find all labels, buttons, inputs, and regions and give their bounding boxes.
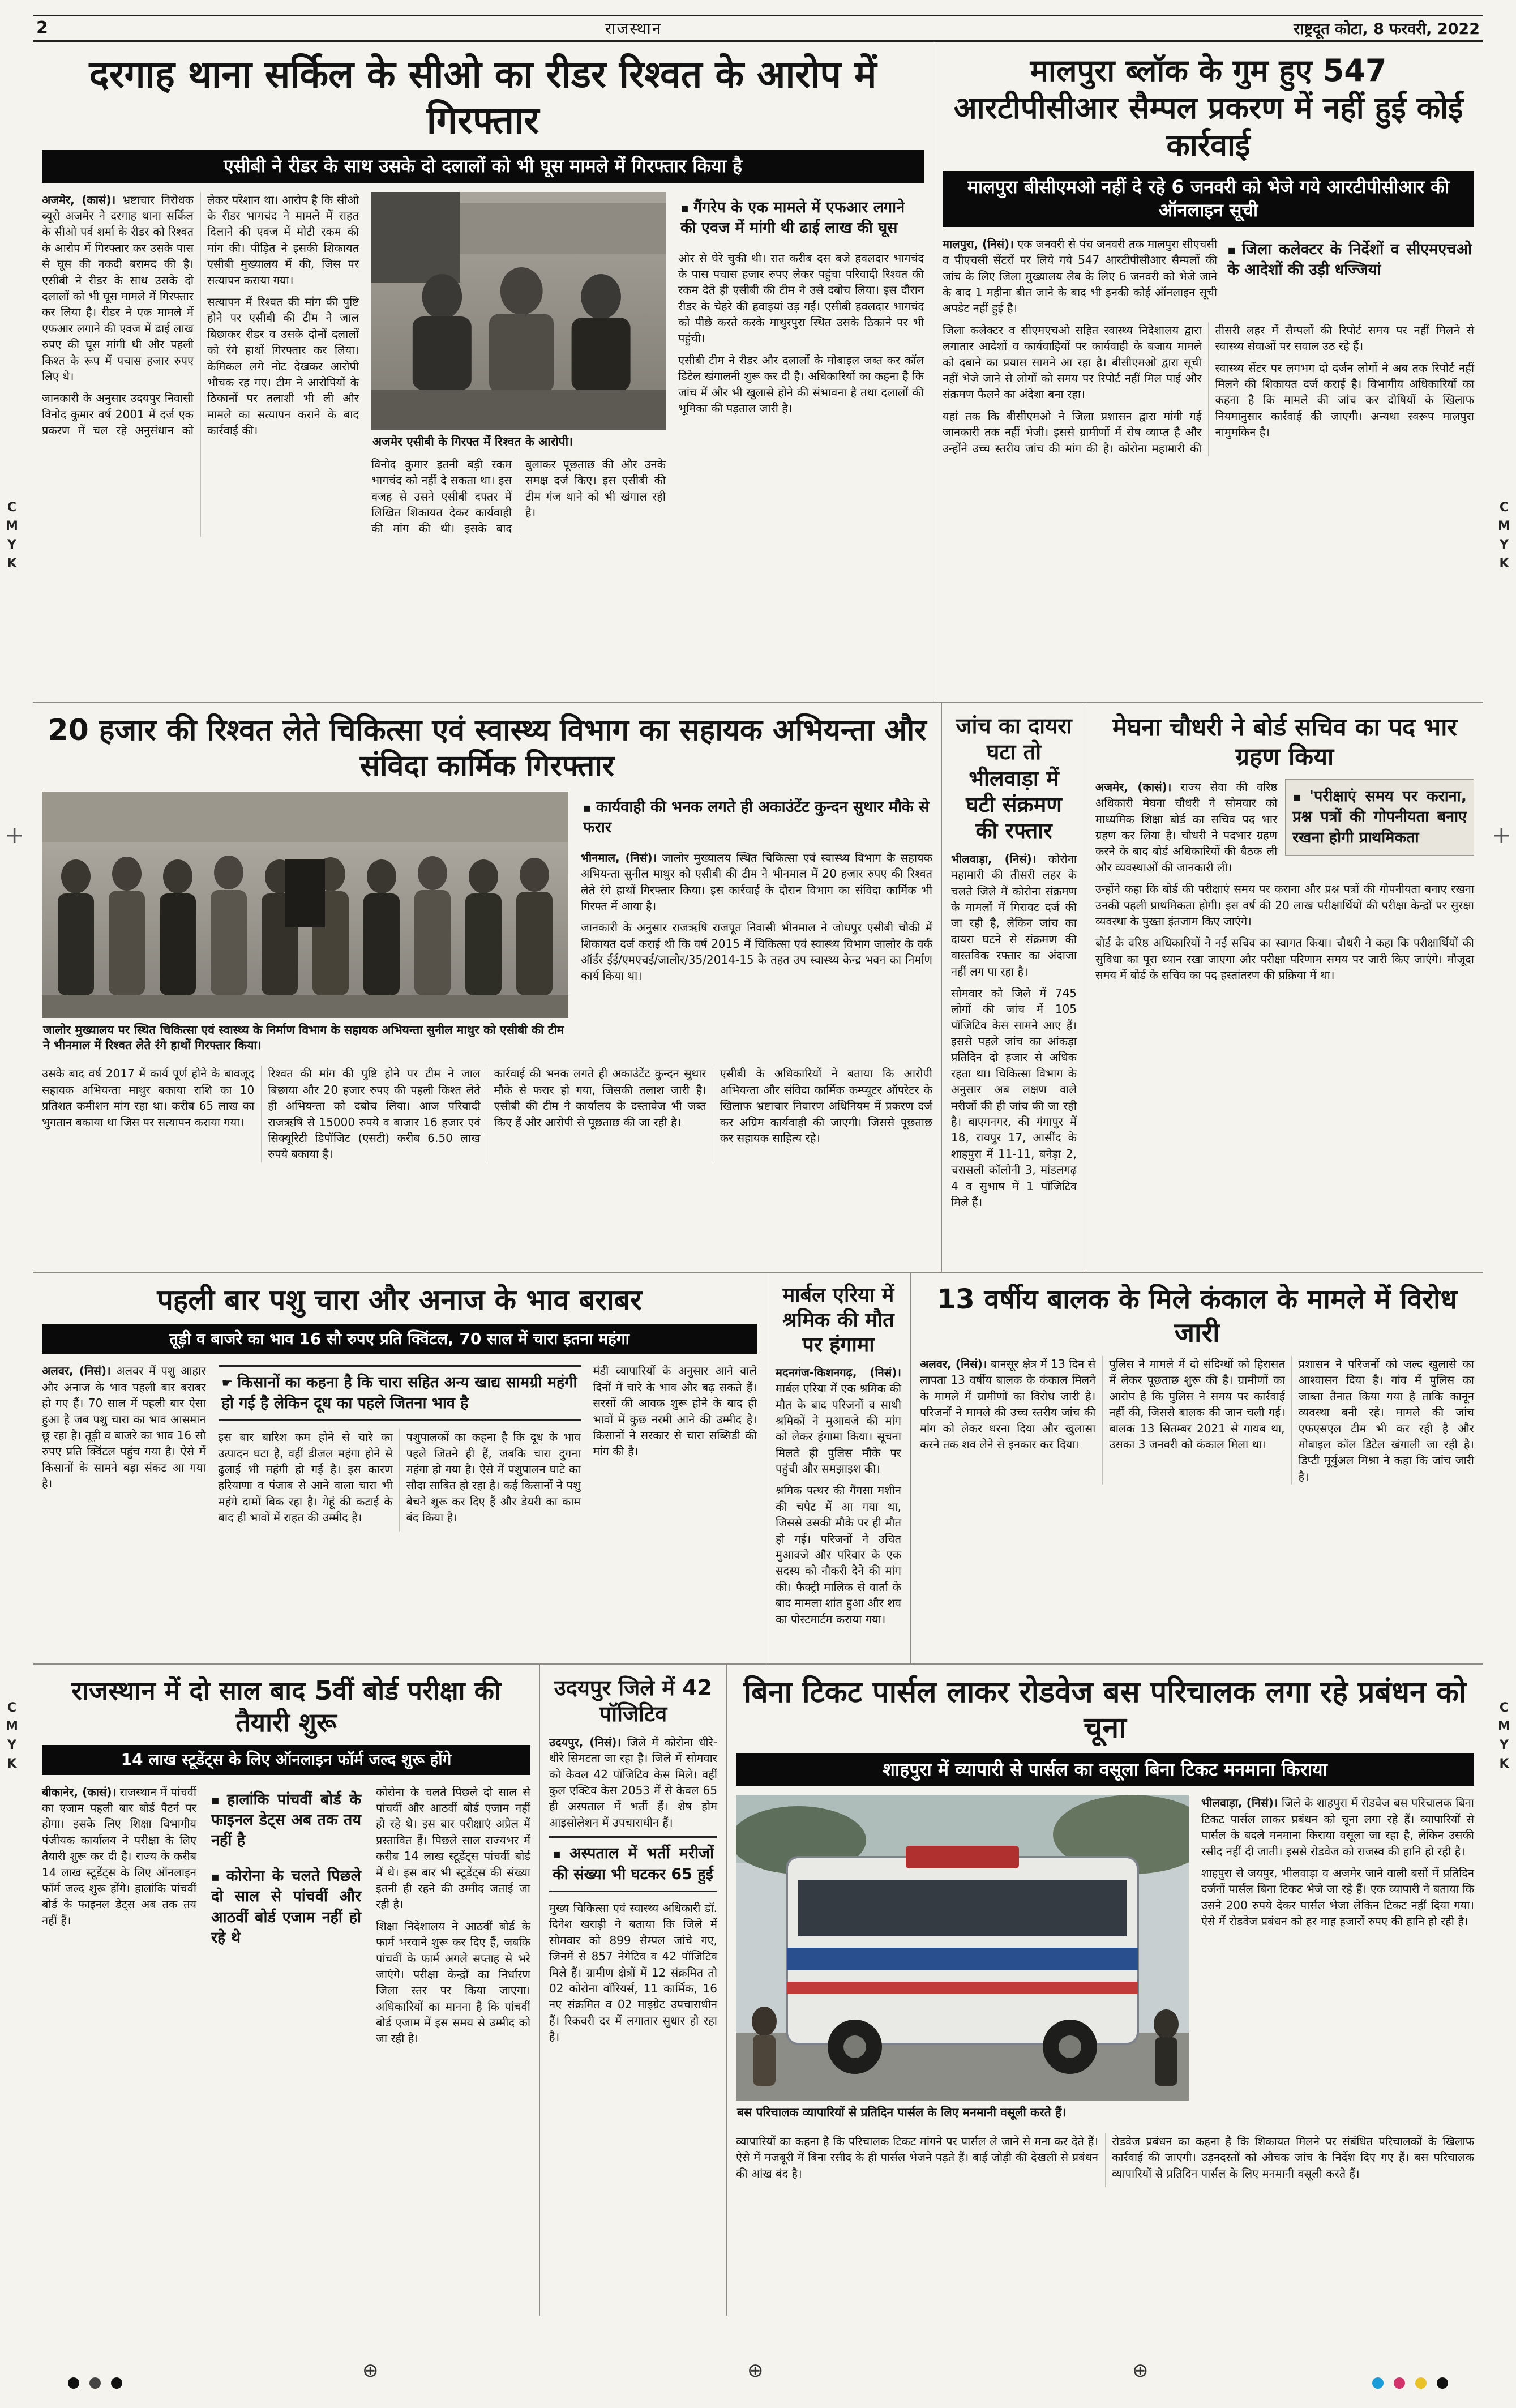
registration-cross-right: + (1491, 821, 1511, 849)
arrest-photo-figure (371, 192, 666, 537)
body-paragraph: पुलिस ने मामले में दो संदिग्धों को हिरासत में लेकर पूछताछ शुरू की है। ग्रामीणों का आरोप है कि पुलिस ने समय पर कार्रवाई नहीं की, जिससे बालक की जान चली गई। बालक 13 सितम्बर 2021 से गायब था, उसका 3 जनवरी को कंकाल मिला था। (1109, 1357, 1285, 1452)
body-paragraph: राज्य सेवा की वरिष्ठ अधिकारी मेघना चौधरी ने सोमवार को माध्यमिक शिक्षा बोर्ड का सचिव पद भार ग्रहण कर लिया है। चौधरी ने पदभार ग्रहण करने के बाद बोर्ड अधिकारियों की बैठक ली और व्यवस्थाओं की जानकारी ली। (1095, 780, 1278, 874)
article-bhilwara-testing (941, 703, 1086, 1272)
article-side-column (1201, 1795, 1474, 2127)
body-paragraph: विनोद कुमार इतनी बड़ी रकम भागचंद को नहीं दे सकता था। इस वजह से उसने एसीबी दफ्तर में लिखित शिकायत देकर कार्यवाही की मांग की थी। इसके बाद बुलाकर पूछताछ की और उनके समक्ष दर्ज किए। इस एसीबी की टीम गंज थाने को भी खंगाल रही है। (371, 457, 666, 536)
article-subhead-bar: शाहपुरा में व्यापारी से पार्सल का वसूला बिना टिकट मनमाना किराया (736, 1753, 1474, 1786)
square-bullet-icon: ▪ (211, 1793, 223, 1808)
body-paragraph: सत्यापन में रिश्वत की मांग की पुष्टि होने पर एसीबी की टीम ने जाल बिछाकर रीडर व उसके दोनों दलालों को रंगे हाथों गिरफ्तार कर लिया। केमिकल लगे नोट देखकर आरोपी भौचक रह गए। टीम ने आरोपियों के ठिकानों पर तलाशी भी ली और मामले का सत्यापन कराने के बाद कार्रवाई की। (207, 294, 359, 438)
article-fodder-prices (33, 1273, 766, 1663)
body-paragraph: स्वास्थ्य सेंटर पर लगभग दो दर्जन लोगों ने अब तक रिपोर्ट नहीं मिलने की शिकायत दर्ज कराई है। विभागीय अधिकारियों का कहना है कि मामले की जांच कर दोषियों के खिलाफ नियमानुसार कार्रवाई की जाएगी। अन्यथा स्वरूप मालपुरा नामुमकिन है। (1215, 361, 1474, 439)
square-bullet-icon: ▪ (211, 1870, 222, 1884)
pull-box (581, 794, 932, 842)
pull-box (209, 1786, 363, 1855)
article-board-secretary (1086, 703, 1483, 1272)
body-paragraph: उन्होंने कहा कि बोर्ड की परीक्षाएं समय पर कराना और प्रश्न पत्रों की गोपनीयता बनाए रखना उनकी पहली प्राथमिकता होगी। इस वर्ष की 20 लाख परीक्षार्थियों की परीक्षा केन्द्रों पर सुरक्षा व्यवस्था के पुख्ता इंतजाम किए जाएंगे। (1095, 882, 1474, 929)
body-paragraph: भ्रष्टाचार निरोधक ब्यूरो अजमेर ने दरगाह थाना सर्किल के सीओ पर्व शर्मा के रीडर को रिश्वत के आरोप में गिरफ्तार कर उसके पास से घूस की नकदी बरामद की है। एसीबी ने रीडर के साथ उसके दो दलालों को भी घूस मामले में गिरफ्तार कर लिया है। रीडर ने एक मामले में एफआर लगाने की एवज में ढाई लाख रुपए की घूस मांगी थी और पहली किश्त के रूप में पचास हजार रुपए लिए थे। (42, 193, 194, 383)
article-column (376, 1784, 530, 2052)
body-paragraph: मार्बल एरिया में एक श्रमिक की मौत के बाद परिजनों व साथी श्रमिकों ने मुआवजे की मांग को लेकर हंगामा किया। सूचना मिलते ही पुलिस मौके पर पहुंची और समझाइश की। (776, 1382, 901, 1476)
article-headline: बिना टिकट पार्सल लाकर रोडवेज बस परिचालक लगा रहे प्रबंधन को चूना (743, 1675, 1467, 1746)
body-paragraph: रिश्वत की मांग की पुष्टि होने पर टीम ने जाल बिछाया और 20 हजार रुपए की पहली किश्त लेते ही अभियन्ता को दबोच लिया। आज परिवादी राजऋषि से 15000 रुपये व बाजार 16 हजार एवं सिक्यूरिटी डिपॉजिट (एसटी) करीब 6.50 लाख रुपये बकाया है। (268, 1067, 481, 1161)
article-marble-worker-death (766, 1273, 910, 1663)
article-column (209, 1784, 363, 2052)
article-headline: 20 हजार की रिश्वत लेते चिकित्सा एवं स्वास्थ्य विभाग का सहायक अभियन्ता और संविदा कार्मिक गिरफ्तार (48, 713, 927, 784)
pull-box-title: गैंगरेप के एक मामले में एफआर लगाने की एवज में मांगी थी ढाई लाख की घूस (680, 198, 905, 237)
cmyk-strip-right-upper: C M Y K (1498, 501, 1510, 571)
dateline: अजमेर, (कासं)। (1095, 780, 1172, 794)
top-row (33, 42, 1483, 703)
body-paragraph: राजस्थान में पांचवीं का एजाम पहली बार बोर्ड पैटर्न पर होगा। इसके लिए शिक्षा विभागीय पंजीयक कार्यालय ने परीक्षा के लिए तैयारी शुरू कर दी है। राज्य के करीब 14 लाख स्टूडेंट्स के लिए ऑनलाइन फॉर्म जल्द शुरू होंगे। हालांकि पांचवीं बोर्ड के फाइनल डेट्स अब तक तय नहीं हैं। (42, 1785, 196, 1927)
square-bullet-icon: ▪ (583, 801, 592, 815)
pull-box (219, 1365, 581, 1421)
registration-target-icon: ⊕ (362, 2359, 379, 2382)
article-body (776, 1365, 901, 1627)
article-subhead-bar: मालपुरा बीसीएमओ नहीं दे रहे 6 जनवरी को भेजे गये आरटीपीसीआर की ऑनलाइन सूची (943, 171, 1474, 227)
body-paragraph: ओर से घेरे चुकी थी। रात करीब दस बजे हवलदार भागचंद के पास पचास हजार रुपए लेकर पहुंचा परिवादी रिश्वत की रकम देते ही एसीबी की टीम ने उसे दबोच लिया। इस दौरान रीडर के चेहरे की हवाइयां उड़ गईं। एसीबी हवलदार भागचंद को पीछे करते करके माथुरपुरा स्थित उसके ठिकाने पर भी पहुंची। (678, 251, 924, 345)
pull-box (209, 1863, 363, 1952)
pull-box (678, 194, 924, 242)
registration-target-icon: ⊕ (1132, 2359, 1149, 2382)
article-body (549, 1734, 717, 2045)
dateline: भीलवाड़ा, (निसं)। (951, 852, 1037, 866)
article-headline: मार्बल एरिया में श्रमिक की मौत पर हंगामा (782, 1284, 894, 1357)
article-column (42, 1363, 206, 1531)
registration-cross-left: + (5, 821, 25, 849)
ink-dots-right (1372, 2377, 1448, 2389)
cmyk-strip-left-lower: C M Y K (6, 1701, 18, 1771)
body-paragraph: बानसूर क्षेत्र में 13 दिन से लापता 13 वर्षीय बालक के कंकाल मिलने के मामले में ग्रामीणों का विरोध जारी है। परिजनों ने मामले की उच्च स्तरीय जांच की मांग को लेकर धरना दिया और खुलासा करने तक शव लेने से इनकार कर दिया। (920, 1357, 1096, 1452)
article-headline: 13 वर्षीय बालक के मिले कंकाल के मामले में विरोध जारी (936, 1284, 1458, 1349)
article-boy-skeleton-protest (910, 1273, 1483, 1663)
page-header (33, 15, 1483, 42)
group-photo (42, 792, 568, 1018)
dateline: भीलवाड़ा, (निसं)। (1201, 1796, 1278, 1810)
square-bullet-icon: ▪ (1292, 790, 1305, 805)
body-paragraph: जानकारी के अनुसार राजऋषि राजपूत निवासी भीनमाल ने जोधपुर एसीबी चौकी में शिकायत दर्ज कराई थी कि वर्ष 2015 में चिकित्सा एवं स्वास्थ्य विभाग जालोर के वर्क ऑर्डर ईई/एमएचई/जालोर/35/2014-15 के तहत उप स्वास्थ्य केन्द्र भवन का निर्माण कार्य किया था। (581, 921, 932, 983)
fodder-row (33, 1273, 1483, 1665)
body-paragraph: एक जनवरी से पंच जनवरी तक मालपुरा सीएचसी व पीएचसी सेंटरों पर लिये गये 547 आरटीपीसीआर सैम्पलों की जांच के लिए जिला मुख्यालय लैब के लिए 6 जनवरी को भेजे जाने के बाद 1 महीना बीत जाने के बाद भी इनकी कोई ऑनलाइन सूची अपडेट नहीं हुई है। (943, 237, 1218, 315)
article-column (42, 1784, 196, 2052)
article-headline: राजस्थान में दो साल बाद 5वीं बोर्ड परीक्षा की तैयारी शुरू (71, 1675, 501, 1738)
body-paragraph: शाहपुरा से जयपुर, भीलवाड़ा व अजमेर जाने वाली बसों में प्रतिदिन दर्जनों पार्सल बिना टिकट भेजे जा रहे हैं। एक व्यापारी ने बताया कि उसने 200 रुपये देकर पार्सल भेजा लेकिन टिकट नहीं दिया गया। ऐसे में रोडवेज प्रबंधन को हर माह हजारों रुपए की हानि हो रही है। (1201, 1866, 1474, 1928)
registration-target-icon: ⊕ (747, 2359, 764, 2382)
cmyk-strip-right-lower: C M Y K (1498, 1701, 1510, 1771)
cmyk-strip-left-upper: C M Y K (6, 501, 18, 571)
under-photo-text (371, 456, 666, 537)
body-paragraph: रोडवेज प्रबंधन का कहना है कि शिकायत मिलने पर संबंधित परिचालकों के खिलाफ कार्रवाई की जाएगी। उड़नदस्तों को औचक जांच के निर्देश दिए गए हैं। बस परिचालक व्यापारियों से प्रतिदिन पार्सल के लिए मनमानी वसूली करते हैं। (1112, 2134, 1474, 2180)
masthead-date: राष्ट्रदूत कोटा, 8 फरवरी, 2022 (1294, 20, 1480, 38)
pull-box (549, 1836, 717, 1892)
photo-caption: बस परिचालक व्यापारियों से प्रतिदिन पार्सल के लिए मनमानी वसूली करते हैं। (737, 2106, 1067, 2120)
arrest-photo (371, 192, 666, 430)
photo-caption: जालोर मुख्यालय पर स्थित चिकित्सा एवं स्वास्थ्य के निर्माण विभाग के सहायक अभियन्ता सुनील माथुर को एसीबी की टीम ने भीनमाल में रिश्वत लेते रंगे हाथों गिरफ्तार किया। (43, 1023, 564, 1053)
article-co-reader-bribe (33, 42, 933, 702)
article-body-columns (943, 322, 1474, 456)
square-bullet-icon: ▪ (1227, 243, 1237, 258)
article-subhead-bar: तूड़ी व बाजरे का भाव 16 सौ रुपए प्रति क्विंटल, 70 साल में चारा इतना महंगा (42, 1324, 757, 1354)
body-paragraph: पशुपालकों का कहना है कि दूध के भाव पहले जितने ही हैं, जबकि चारा दुगना महंगा हो गया है। ऐसे में पशुपालन घाटे का सौदा साबित हो रहा है। कई किसानों ने पशु बेचने शुरू कर दिए हैं और डेयरी का काम बंद किया है। (406, 1430, 581, 1525)
article-headline: पहली बार पशु चारा और अनाज के भाव बराबर (157, 1284, 642, 1316)
pull-box-title: कार्यवाही की भनक लगते ही अकाउंटेंट कुन्दन सुथार मौके से फरार (583, 798, 930, 837)
photo-caption: अजमेर एसीबी के गिरफ्त में रिश्वत के आरोपी। (372, 434, 573, 448)
body-paragraph: कोरोना के चलते पिछले दो साल से पांचवीं और आठवीं बोर्ड एजाम नहीं हो रहे थे। इस बार परीक्षाएं अप्रेल में प्रस्तावित हैं। पिछले साल राज्यभर में करीब 14 लाख स्टूडेंट्स पांचवीं बोर्ड में थे। इस बार भी स्टूडेंट्स की संख्या इतनी ही रहने की उम्मीद जताई जा रही है। (376, 1785, 530, 1911)
page-number: 2 (36, 18, 48, 38)
print-marks-bar (0, 2359, 1516, 2393)
body-paragraph: जानकारी के अनुसार उदयपुर निवासी विनोद कुमार वर्ष 2001 में दर्ज एक प्रकरण में चल रहे अनुसंधान को लेकर परेशान था। आरोप है कि सीओ के रीडर भागचंद ने मामले में राहत दिलाने की एवज में मोटी रकम की मांग की। पीड़ित ने इसकी शिकायत एसीबी मुख्यालय में की, जिस पर सत्यापन कराया गया। (42, 193, 359, 438)
body-paragraph: बोर्ड के वरिष्ठ अधिकारियों ने नई सचिव का स्वागत किया। चौधरी ने कहा कि परीक्षार्थियों की सुविधा का पूरा ध्यान रखा जाएगा और परीक्षा परिणाम समय पर जारी किए जाएंगे। मौजूदा समय में बोर्ड के सचिव का पद हस्तांतरण की प्रक्रिया में था। (1095, 936, 1474, 982)
body-paragraph: शिक्षा निदेशालय ने आठवीं बोर्ड के फार्म भरवाने शुरू कर दिए हैं, जबकि पांचवीं के फार्म अगले सप्ताह से भरे जाएंगे। परीक्षा केन्द्रों का निर्धारण जिला स्तर पर किया जाएगा। अधिकारियों का मानना है कि पांचवीं बोर्ड एजाम में इस समय से उम्मीद को जा रही है। (376, 1919, 530, 2046)
article-rtpcr-samples (933, 42, 1483, 702)
pull-box-title: अस्पताल में भर्ती मरीजों की संख्या भी घटकर 65 हुई (553, 1845, 714, 1883)
article-body (943, 236, 1474, 456)
body-paragraph: एसीबी के अधिकारियों ने बताया कि आरोपी अभियन्ता और संविदा कार्मिक कम्प्यूटर ऑपरेटर के खिलाफ भ्रष्टाचार निवारण अधिनियम में प्रकरण दर्ज कर अग्रिम कार्यवाही की जाएगी। जिससे पूछताछ कर सहायक साहित्य रहे। (720, 1067, 932, 1145)
dateline: अजमेर, (कासं)। (42, 193, 116, 207)
article-body-columns (920, 1356, 1474, 1485)
body-paragraph: यहां तक कि बीसीएमओ ने जिला प्रशासन द्वारा मांगी गई जानकारी तक नहीं भेजी। इससे ग्रामीणों में रोष व्याप्त है और उन्होंने उच्च स्तरीय जांच की मांग की है। कोरोना महामारी की तीसरी लहर में सैम्पलों की रिपोर्ट समय पर नहीं मिलने से स्वास्थ्य सेवाओं पर सवाल उठ रहे हैं। (943, 323, 1474, 455)
article-side-column (581, 792, 932, 1060)
square-bullet-icon: ▪ (553, 1847, 565, 1862)
dateline: भीनमाल, (निसं)। (581, 850, 657, 865)
article-side-column (678, 192, 924, 537)
article-udaipur-positive (539, 1665, 726, 2316)
article-body-columns (42, 1066, 932, 1162)
article-5th-board-exam (33, 1665, 539, 2316)
body-paragraph: जिले के शाहपुरा में रोडवेज बस परिचालक बिना टिकट पार्सल लाकर प्रबंधन को चूना लगा रहे हैं। व्यापारियों से पार्सल के बदले मनमाना किराया वसूला जा रहा है, लेकिन उसकी रसीद नहीं दी जाती। इससे रोडवेज को राजस्व की हानि हो रही है। (1201, 1796, 1474, 1858)
pointing-hand-icon: ☛ (221, 1376, 233, 1391)
body-paragraph: सोमवार को जिले में 745 लोगों की जांच में 105 पॉजिटिव केस सामने आए हैं। इससे पहले जांच का आंकड़ा प्रतिदिन दो हजार से अधिक रहता था। चिकित्सा विभाग के अनुसार अब लक्षण वाले मरीजों की ही जांच की जा रही है। बाएगनगर, की गंगापुर में 18, रायपुर 17, आसींद के शाहपुरा में 11-11, बनेड़ा 2, चरासली कॉलोनी 3, मांडलगढ़ 4 व सुभाष में 1 पॉजिटिव मिले हैं। (951, 986, 1077, 1209)
pull-box (1225, 236, 1474, 284)
body-paragraph: अलवर में पशु आहार और अनाज के भाव पहली बार बराबर हो गए हैं। 70 साल में पहली बार ऐसा हुआ है जब पशु चारा का भाव आसमान छू रहा है। तूड़ी व बाजरे का भाव 16 सौ रुपए प्रति क्विंटल पहुंच गया है। ऐसे में किसानों के सामने बड़ा संकट आ गया है। (42, 1364, 206, 1491)
body-paragraph: मुख्य चिकित्सा एवं स्वास्थ्य अधिकारी डॉ. दिनेश खराड़ी ने बताया कि जिले में सोमवार को 899 सैम्पल जांचे गए, जिनमें से 857 नेगेटिव व 42 पॉजिटिव मिले हैं। ग्रामीण क्षेत्रों में 12 संक्रमित तो 02 कोरोना वॉरियर्स, 11 कार्मिक, 16 नए संक्रमित व 02 माइग्रेट उपचाराधीन हैं। रिकवरी दर में लगातार सुधार हो रहा है। (549, 1901, 717, 2044)
pull-box (1285, 779, 1474, 856)
bus-photo-figure (736, 1795, 1189, 2127)
body-paragraph: मंडी व्यापारियों के अनुसार आने वाले दिनों में चारे के भाव और बढ़ सकते हैं। सरसों की आवक शुरू होने के बाद ही भावों में कुछ नरमी आने की उम्मीद है। किसानों ने सरकार से चारा सब्सिडी की मांग की है। (593, 1364, 757, 1459)
dateline: बीकानेर, (कासं)। (42, 1785, 117, 1799)
pull-box-title: किसानों का कहना है कि चारा सहित अन्य खाद्य सामग्री महंगी हो गई है लेकिन दूध का पहले जितना भाव है (221, 1374, 577, 1412)
dateline: मालपुरा, (निसं)। (943, 237, 1014, 251)
ink-dots-left (68, 2377, 122, 2389)
article-headline: जांच का दायरा घटा तो भीलवाड़ा में घटी संक्रमण की रफ्तार (956, 713, 1072, 844)
article-body-columns (42, 192, 359, 537)
body-paragraph: इस बार बारिश कम होने से चारे का उत्पादन घटा है, वहीं डीजल महंगा होने से ढुलाई भी महंगी हो गई है। इस कारण हरियाणा व पंजाब से आने वाला चारा भी महंगे दामों बिक रहा है। गेहूं की कटाई के बाद ही भावों में राहत की उम्मीद है। (218, 1430, 393, 1525)
pull-box-title: हालांकि पांचवीं बोर्ड के फाइनल डेट्स अब तक तय नहीं है (211, 1790, 361, 1850)
dateline: उदयपुर, (निसं)। (549, 1735, 621, 1749)
body-paragraph: प्रशासन ने परिजनों को जल्द खुलासे का आश्वासन दिया है। गांव में पुलिस का जाब्ता तैनात किया गया है ताकि कानून व्यवस्था बनी रहे। मामले की जांच एफएसएल टीम भी कर रही है और मोबाइल कॉल डिटेल खंगाली जा रही है। डिप्टी मूर्युअल मिश्रा ने कहा कि जांच जारी है। (1298, 1357, 1474, 1483)
article-body (951, 851, 1077, 1211)
article-roadways-parcel (726, 1665, 1483, 2316)
article-headline: मेघना चौधरी ने बोर्ड सचिव का पद भार ग्रहण किया (1112, 713, 1457, 772)
article-health-engineer-bribe (33, 703, 941, 1272)
dateline: अलवर, (निसं)। (42, 1364, 111, 1378)
article-headline: उदयपुर जिले में 42 पॉजिटिव (554, 1675, 713, 1727)
article-body (1095, 779, 1474, 983)
pull-box-title: जिला कलेक्टर के निर्देशों व सीएमएचओ के आदेशों की उड़ी धज्जियां (1227, 240, 1472, 279)
bus-photo (736, 1795, 1189, 2101)
dateline: मदनगंज-किशनगढ़, (निसं)। (776, 1365, 901, 1379)
square-bullet-icon: ▪ (680, 201, 689, 216)
dateline: अलवर, (निसं)। (920, 1357, 987, 1371)
middle-row (33, 703, 1483, 1273)
body-paragraph: जिला कलेक्टर व सीएमएचओ सहित स्वास्थ्य निदेशालय द्वारा लगातार आदेशों व कार्यवाहियों पर कार्यवाही के बजाय मामले को दबाने का प्रयास सामने आ रहा है। बीसीएमओ द्वारा सूची नहीं भेजे जाने से लोगों को समय पर रिपोर्ट नहीं मिल पाई और संक्रमण फैलने का अंदेशा बना रहा। (943, 323, 1202, 401)
body-paragraph: जालोर मुख्यालय स्थित चिकित्सा एवं स्वास्थ्य विभाग के सहायक अभियन्ता सुनील माथुर को एसीबी की टीम ने भीनमाल में 20 हजार रुपए की रिश्वत लेते रंगे हाथों गिरफ्तार किया। इस कार्रवाई के दौरान विभाग का संविदा कार्मिक भी गिरफ्त में आया है। (581, 850, 933, 913)
section-title: राजस्थान (605, 19, 662, 38)
body-paragraph: कोरोना महामारी की तीसरी लहर के चलते जिले में कोरोना संक्रमण के मामलों में गिरावट दर्ज की जा रही है, लेकिन जांच का दायरा घटने से संक्रमण की वास्तविक रफ्तार का अंदाजा नहीं लग पा रहा है। (951, 852, 1077, 978)
body-paragraph: एसीबी टीम ने रीडर और दलालों के मोबाइल जब्त कर कॉल डिटेल खंगालनी शुरू कर दी है। अधिकारियों का कहना है कि जांच में और भी खुलासे होने की संभावना है तथा दलालों की भूमिका की पड़ताल जारी है। (678, 353, 924, 416)
body-paragraph: उसके बाद वर्ष 2017 में कार्य पूर्ण होने के बावजूद सहायक अभियन्ता माथुर बकाया राशि का 10 प्रतिशत कमीशन मांग रहा था। करीब 65 लाख का भुगतान बकाया था जिस पर सत्यापन कराया गया। (42, 1067, 255, 1129)
body-paragraph: व्यापारियों का कहना है कि परिचालक टिकट मांगने पर पार्सल ले जाने से मना कर देते हैं। ऐसे में मजबूरी में बिना रसीद के ही पार्सल भेजने पड़ते हैं। बाई जोड़ी की देखली से प्रबंधन की आंख बंद है। (736, 2134, 1098, 2180)
article-body-columns (736, 2133, 1474, 2187)
article-column (219, 1363, 581, 1531)
pull-box-title: कोरोना के चलते पिछले दो साल से पांचवीं और आठवीं बोर्ड एजाम नहीं हो रहे थे (211, 1867, 361, 1947)
article-column (593, 1363, 757, 1531)
pull-box-title: 'परीक्षाएं समय पर कराना, प्रश्न पत्रों की गोपनीयता बनाए रखना होगी प्राथमिकता (1292, 787, 1467, 846)
body-paragraph: श्रमिक पत्थर की गैंगसा मशीन की चपेट में आ गया था, जिससे उसकी मौके पर ही मौत हो गई। परिजनों ने उचित मुआवजे और परिवार के एक सदस्य को नौकरी देने की मांग की। फैक्ट्री मालिक से वार्ता के बाद मामला शांत हुआ और शव का पोस्टमार्टम कराया गया। (776, 1483, 901, 1626)
article-subhead-bar: एसीबी ने रीडर के साथ उसके दो दलालों को भी घूस मामले में गिरफ्तार किया है (42, 150, 924, 183)
group-photo-figure (42, 792, 568, 1060)
body-paragraph: कार्रवाई की भनक लगते ही अकाउंटेंट कुन्दन सुथार मौके से फरार हो गया, जिसकी तलाश जारी है। एसीबी की टीम ने कार्यालय के दस्तावेज भी जब्त किए हैं और आरोपी से पूछताछ की जा रही है। (494, 1067, 706, 1129)
body-paragraph: जिले में कोरोना धीरे-धीरे सिमटता जा रहा है। जिले में सोमवार को केवल 42 पॉजिटिव केस मिले। वहीं कुल एक्टिव केस 2053 में से केवल 65 ही अस्पताल में भर्ती हैं। शेष होम आइसोलेशन में उपचाराधीन हैं। (549, 1735, 718, 1829)
article-subhead-bar: 14 लाख स्टूडेंट्स के लिए ऑनलाइन फॉर्म जल्द शुरू होंगे (42, 1745, 530, 1774)
article-headline: मालपुरा ब्लॉक के गुम हुए 547 आरटीपीसीआर सैम्पल प्रकरण में नहीं हुई कोई कार्रवाई (953, 53, 1463, 163)
bottom-row (33, 1665, 1483, 2316)
article-headline: दरगाह थाना सर्किल के सीओ का रीडर रिश्वत के आरोप में गिरफ्तार (89, 53, 877, 142)
